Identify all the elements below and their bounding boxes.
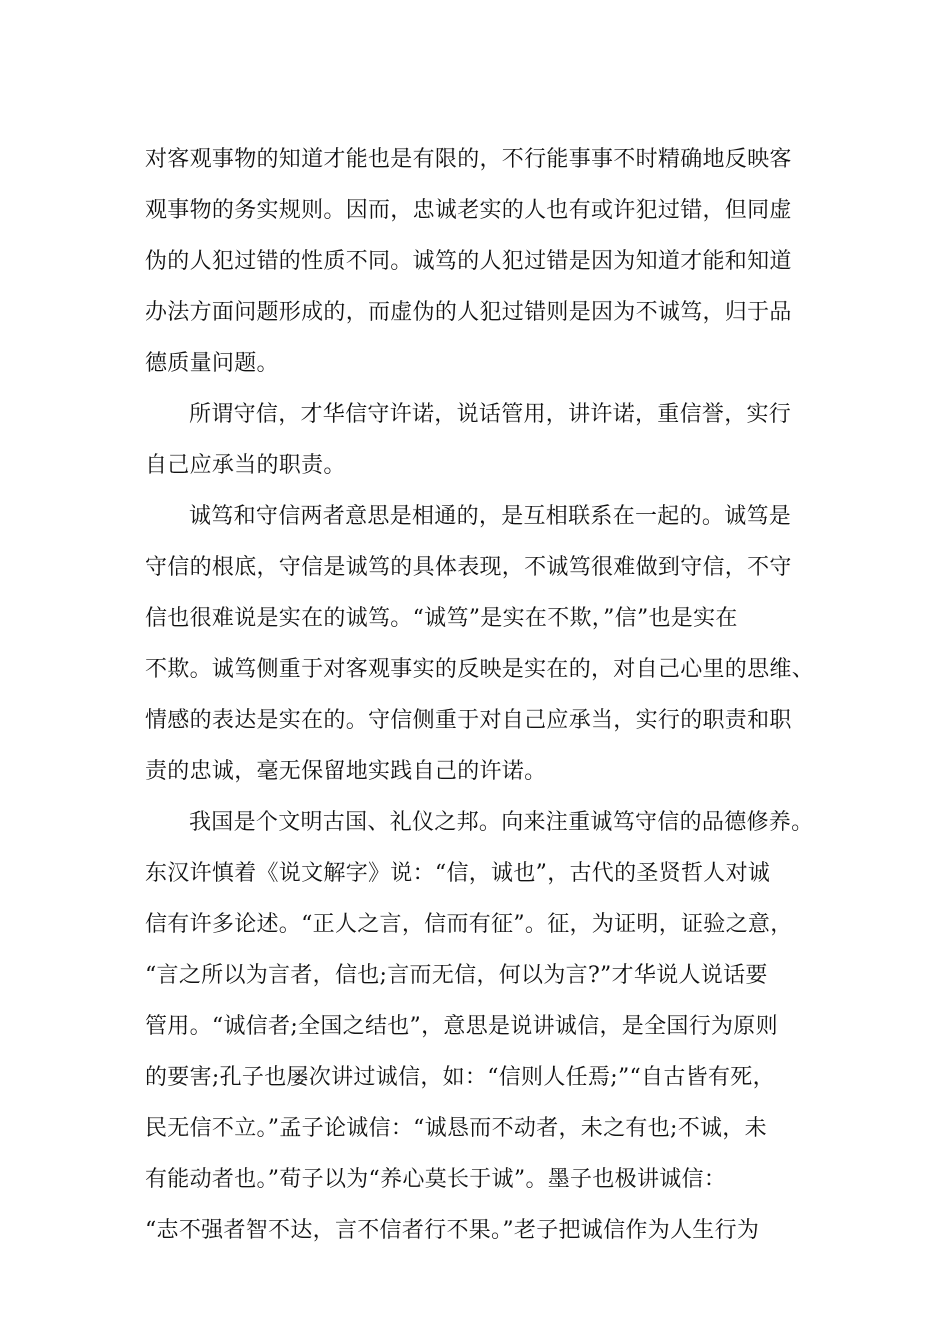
text-line: 信也很难说是实在的诚笃。“诚笃”是实在不欺，”信”也是实在 <box>145 606 738 631</box>
text-line: 自己应承当的职责。 <box>145 453 346 478</box>
document-body <box>145 134 815 1256</box>
text-line: 办法方面问题形成的，而虚伪的人犯过错则是因为不诚笃，归于品 <box>145 300 792 325</box>
text-line: 的要害;孔子也屡次讲过诚信，如：“信则人任焉;”“自古皆有死， <box>145 1065 775 1090</box>
text-line: 伪的人犯过错的性质不同。诚笃的人犯过错是因为知道才能和知道 <box>145 249 792 274</box>
paragraph <box>145 389 810 491</box>
text-line: “言之所以为言者，信也;言而无信，何以为言?”才华说人说话要 <box>145 963 768 988</box>
text-line: 责的忠诚，毫无保留地实践自己的许诺。 <box>145 759 547 784</box>
paragraph <box>145 134 810 389</box>
text-line: 观事物的务实规则。因而，忠诚老实的人也有或许犯过错，但同虚 <box>145 198 792 223</box>
text-line: 有能动者也。”荀子以为“养心莫长于诚”。墨子也极讲诚信： <box>145 1167 727 1192</box>
paragraph <box>145 797 814 1256</box>
paragraph <box>145 491 815 797</box>
text-line: 德质量问题。 <box>145 351 279 376</box>
text-line: 信有许多论述。“正人之言，信而有征”。征，为证明，证验之意， <box>145 912 793 937</box>
text-line: “志不强者智不达，言不信者行不果。”老子把诚信作为人生行为 <box>145 1218 760 1243</box>
text-line: 东汉许慎着《说文解字》说：“信，诚也”，古代的圣贤哲人对诚 <box>145 861 771 886</box>
text-line: 我国是个文明古国、礼仪之邦。向来注重诚笃守信的品德修养。 <box>189 810 814 835</box>
text-line: 不欺。诚笃侧重于对客观事实的反映是实在的，对自己心里的思维、 <box>145 657 815 682</box>
text-line: 对客观事物的知道才能也是有限的，不行能事事不时精确地反映客 <box>145 147 792 172</box>
text-line: 所谓守信，才华信守许诺，说话管用，讲许诺，重信誉，实行 <box>189 402 792 427</box>
text-line: 诚笃和守信两者意思是相通的，是互相联系在一起的。诚笃是 <box>189 504 792 529</box>
text-line: 民无信不立。”孟子论诚信：“诚恳而不动者，未之有也;不诚，未 <box>145 1116 767 1141</box>
text-line: 情感的表达是实在的。守信侧重于对自己应承当，实行的职责和职 <box>145 708 792 733</box>
text-line: 守信的根底，守信是诚笃的具体表现，不诚笃很难做到守信，不守 <box>145 555 792 580</box>
text-line: 管用。“诚信者;全国之结也”，意思是说讲诚信，是全国行为原则 <box>145 1014 778 1039</box>
